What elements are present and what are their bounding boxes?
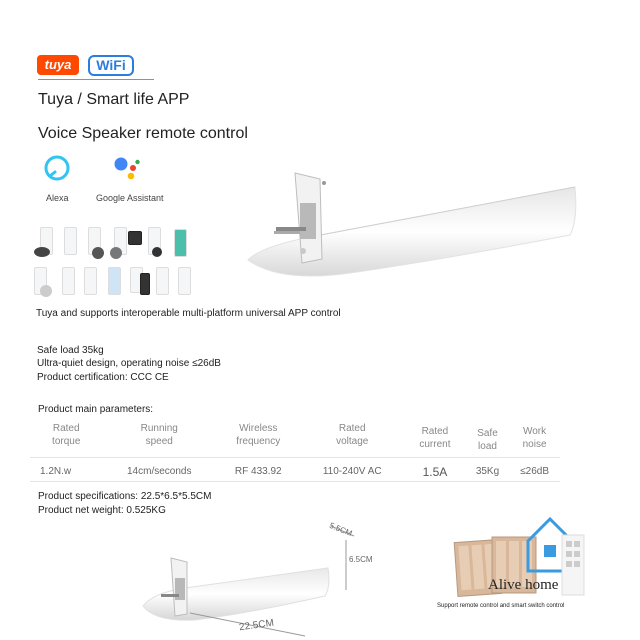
value-work-noise: ≤26dB: [509, 458, 560, 482]
alexa-label: Alexa: [46, 193, 69, 203]
app-thumbnail: [84, 267, 97, 295]
header-work-noise: Work noise: [522, 426, 547, 450]
value-wireless-frequency: RF 433.92: [216, 458, 300, 482]
value-rated-current: 1.5A: [404, 458, 466, 482]
header-rated-voltage: Rated voltage: [336, 423, 369, 447]
header-safe-load: Safe load: [477, 428, 498, 452]
value-rated-voltage: 110-240V AC: [300, 458, 404, 482]
google-assistant-label: Google Assistant: [96, 193, 164, 203]
app-screenshots-collage: [32, 225, 190, 300]
curtain-motor-image: [240, 165, 585, 290]
app-heading: Tuya / Smart life APP: [38, 91, 190, 108]
dimension-depth: 5.5CM: [328, 520, 354, 539]
header-rated-current: Rated current: [419, 426, 451, 450]
interop-text: Tuya and supports interoperable multi-platform universal APP control: [36, 308, 341, 319]
app-thumbnail: [62, 267, 75, 295]
app-thumbnail: [156, 267, 169, 295]
dimension-length: 22.5CM: [238, 617, 275, 634]
header-rated-torque: Rated torque: [52, 423, 81, 447]
tuya-logo: tuya: [37, 55, 79, 75]
app-thumbnail: [108, 267, 121, 295]
app-thumbnail: [174, 229, 187, 257]
value-rated-torque: 1.2N.w: [30, 458, 102, 482]
value-running-speed: 14cm/seconds: [102, 458, 216, 482]
header-running-speed: Running speed: [140, 423, 178, 447]
app-thumbnail: [178, 267, 191, 295]
value-safe-load: 35Kg: [466, 458, 509, 482]
smart-speaker-image: [152, 247, 162, 257]
device-thumbnail: [140, 273, 150, 295]
smart-speaker-image: [92, 247, 104, 259]
feature-safe-load: Safe load 35kg: [37, 345, 104, 356]
google-assistant-icon: [112, 155, 142, 181]
params-table: [30, 420, 560, 482]
params-value-row: [30, 458, 560, 482]
smart-speaker-image: [40, 285, 52, 297]
feature-certification: Product certification: CCC CE: [37, 372, 169, 383]
smart-speaker-image: [34, 247, 50, 257]
wifi-logo: WiFi: [88, 55, 134, 76]
params-title: Product main parameters:: [38, 404, 154, 415]
dimension-height: 6.5CM: [349, 555, 373, 564]
device-thumbnail: [128, 231, 142, 245]
spec-weight: Product net weight: 0.525KG: [38, 505, 166, 516]
brand-tagline: Support remote control and smart switch control: [437, 603, 565, 609]
brand-name: Alive home: [488, 577, 559, 593]
spec-size: Product specifications: 22.5*6.5*5.5CM: [38, 491, 212, 502]
voice-heading: Voice Speaker remote control: [38, 125, 248, 142]
app-thumbnail: [64, 227, 77, 255]
feature-noise: Ultra-quiet design, operating noise ≤26dB: [37, 358, 221, 369]
smart-speaker-image: [110, 247, 122, 259]
logo-divider: [38, 79, 154, 80]
params-header-row: [30, 420, 560, 458]
alexa-icon: [44, 155, 70, 181]
header-wireless-frequency: Wireless frequency: [236, 423, 281, 447]
